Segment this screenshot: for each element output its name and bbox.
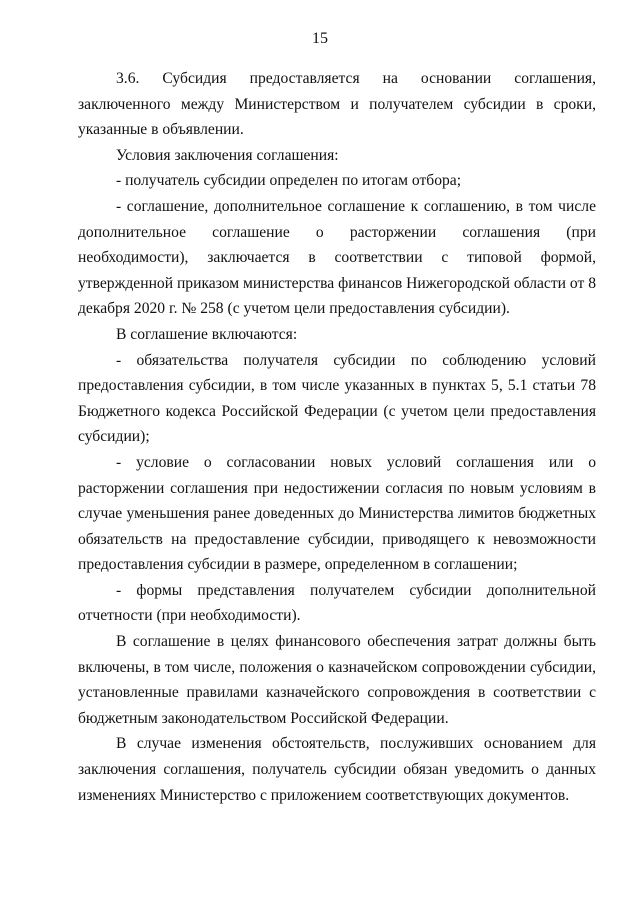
paragraph-condition-1: - получатель субсидии определен по итогам отбора; [116,172,462,190]
paragraph-condition-2: - соглашение, дополнительное соглашение к соглашению, в том числе дополнительное соглашение о расторжении соглашения (при необходимости), заключается в соответствии с типовой формой, утвержденной приказом министерства финансов Нижегородской области от 8 декабря 2020 г. № 258 (с учетом цели предоставления субсидии). [78,197,597,318]
paragraph-include-2: - условие о согласовании новых условий соглашения или о расторжении соглашения при недостижении согласия по новым условиям в случае уменьшения ранее доведенных до Министерства лимитов бюджетных обязательств на предоставление субсидии, приводящего к невозможности предоставления субсидии в размере, определенном в соглашении; [78,453,596,574]
paragraph-includes-heading: В соглашение включаются: [116,325,298,343]
paragraph-include-1: - обязательства получателя субсидии по соблюдению условий предоставления субсидии, в том числе указанных в пунктах 5, 5.1 статьи 78 Бюджетного кодекса Российской Федерации (с учетом цели предоставления субсидии); [78,351,596,446]
document-body [78,66,596,808]
paragraph-3-6: 3.6. Субсидия предоставляется на основании соглашения, заключенного между Министерством и получателем субсидии в сроки, указанные в объявлении. [78,70,596,139]
paragraph-include-3: - формы представления получателем субсидии дополнительной отчетности (при необходимости). [78,581,596,625]
paragraph-treasury: В соглашение в целях финансового обеспечения затрат должны быть включены, в том числе, положения о казначейском сопровождении субсидии, установленные правилами казначейского сопровождения в соответствии с бюджетным законодательством Российской Федерации. [78,633,596,727]
paragraph-change-notice: В случае изменения обстоятельств, послуживших основанием для заключения соглашения, получатель субсидии обязан уведомить о данных изменениях Министерство с приложением соответствующих документов. [78,735,596,804]
paragraph-conditions-heading: Условия заключения соглашения: [116,146,339,164]
page-number: 15 [312,30,328,47]
